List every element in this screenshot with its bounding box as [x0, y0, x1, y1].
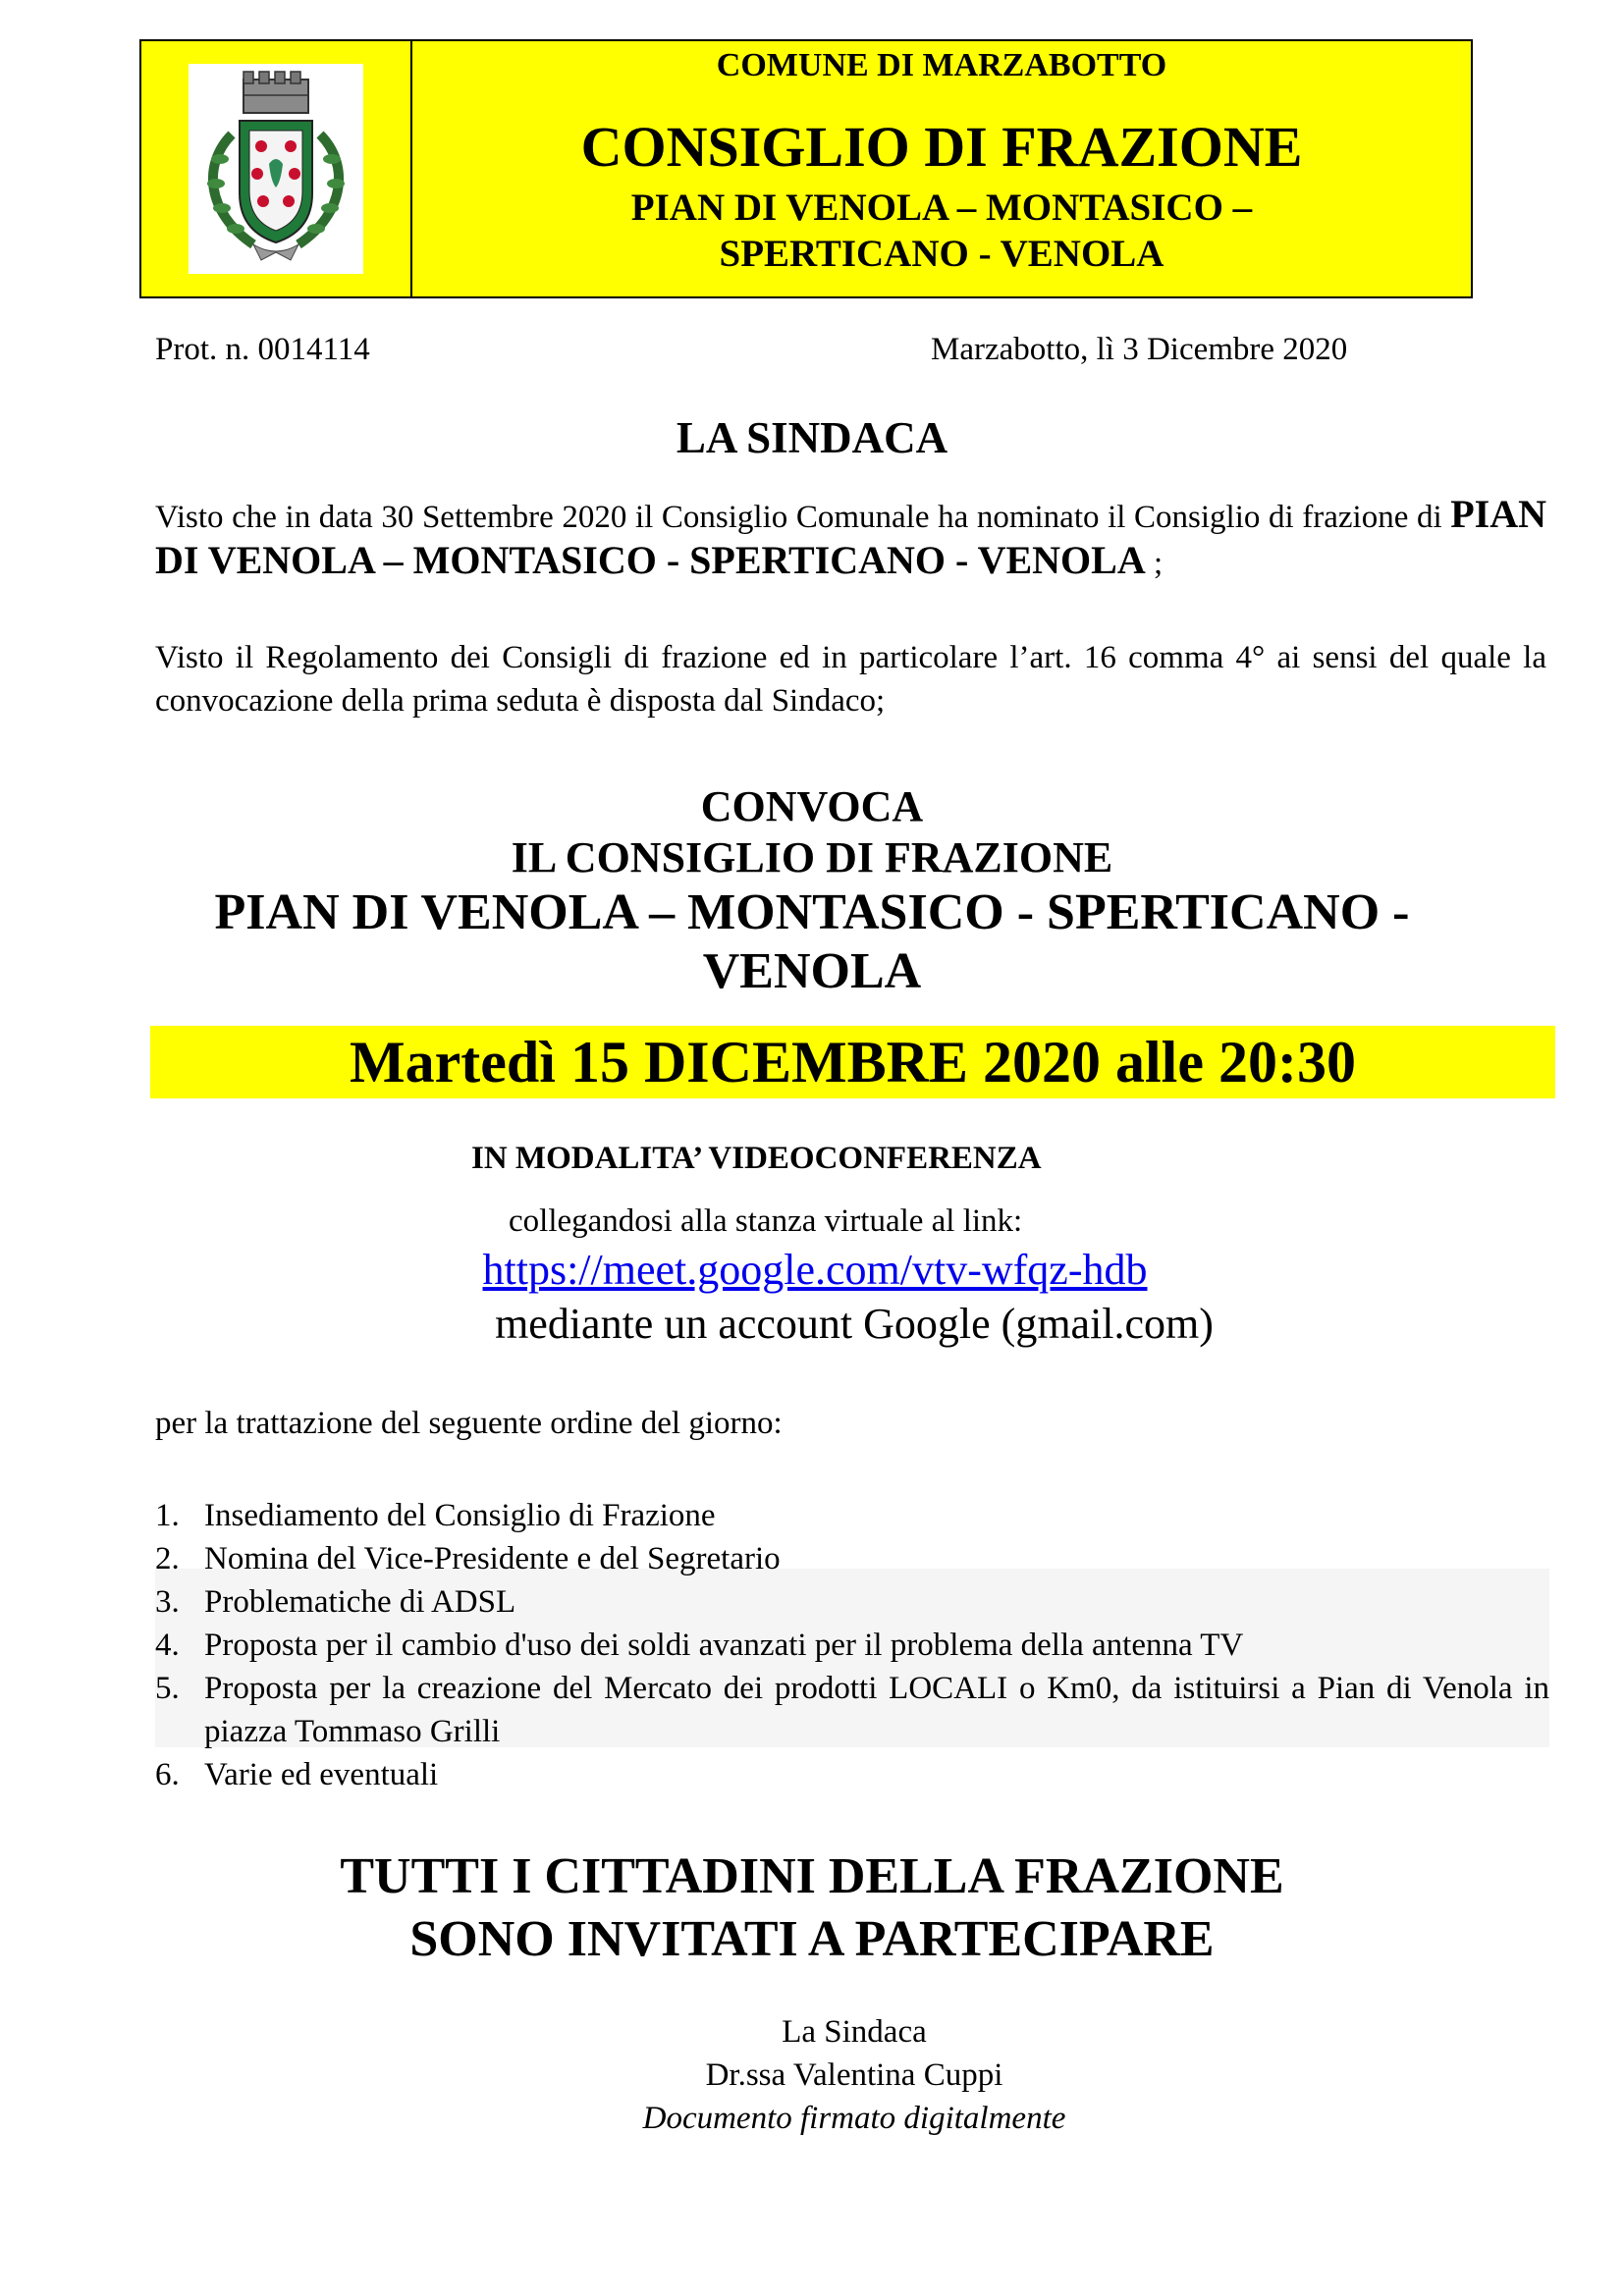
- signature-note: Documento firmato digitalmente: [642, 2101, 1066, 2136]
- header-places: [412, 185, 1471, 277]
- videoconference-instruction: collegandosi alla stanza virtuale al link:: [509, 1203, 1023, 1239]
- agenda-item-number: 4.: [155, 1628, 180, 1663]
- agenda-item-number: 5.: [155, 1671, 180, 1706]
- invitation: [0, 1845, 1624, 1971]
- header-places-line2: SPERTICANO - VENOLA: [719, 233, 1164, 275]
- convoca-places-line1: PIAN DI VENOLA – MONTASICO - SPERTICANO -: [214, 884, 1410, 940]
- agenda-item-text: Proposta per la creazione del Mercato dei prodotti LOCALI o Km0, da istituirsi a Pian di Venola in piazza Tommaso Grilli: [204, 1671, 1549, 1749]
- agenda-item: [155, 1667, 1549, 1753]
- comune-name: COMUNE DI MARZABOTTO: [716, 47, 1167, 83]
- agenda-item-text: Proposta per il cambio d'uso dei soldi avanzati per il problema della antenna TV: [204, 1628, 1244, 1663]
- agenda-list: [155, 1494, 1549, 1796]
- header-title-cell: [412, 41, 1471, 296]
- convoca-places-line2: VENOLA: [702, 943, 922, 999]
- agenda-item: [155, 1537, 1549, 1580]
- municipal-coat-of-arms-icon: [189, 64, 363, 274]
- agenda-item-number: 2.: [155, 1541, 180, 1576]
- signature-block: [0, 2010, 1624, 2140]
- meeting-date: Martedì 15 DICEMBRE 2020 alle 20:30: [150, 1026, 1555, 1098]
- header-title: CONSIGLIO DI FRAZIONE: [580, 115, 1303, 179]
- paragraph-nomination-end: ;: [1145, 546, 1164, 581]
- agenda-intro: per la trattazione del seguente ordine del giorno:: [155, 1406, 783, 1441]
- signature-name: Dr.ssa Valentina Cuppi: [705, 2057, 1003, 2093]
- paragraph-regulation: Visto il Regolamento dei Consigli di frazione ed in particolare l’art. 16 comma 4° ai sensi del quale la convocazione della prima seduta è disposta dal Sindaco;: [155, 640, 1546, 719]
- invitation-line1: TUTTI I CITTADINI DELLA FRAZIONE: [340, 1848, 1284, 1904]
- agenda-item-number: 3.: [155, 1584, 180, 1620]
- meeting-link[interactable]: https://meet.google.com/vtv-wfqz-hdb: [482, 1246, 1148, 1294]
- header-places-line1: PIAN DI VENOLA – MONTASICO –: [630, 187, 1253, 229]
- agenda-item-text: Varie ed eventuali: [204, 1757, 439, 1792]
- place-date: Marzabotto, lì 3 Dicembre 2020: [931, 332, 1348, 367]
- protocol-number: Prot. n. 0014114: [155, 332, 370, 367]
- agenda-item: [155, 1494, 1549, 1537]
- agenda-item-text: Insediamento del Consiglio di Frazione: [204, 1498, 716, 1533]
- agenda-item-text: Nomina del Vice-Presidente e del Segretario: [204, 1541, 781, 1576]
- agenda-item-number: 1.: [155, 1498, 180, 1533]
- document-header: [139, 39, 1473, 298]
- paragraph-nomination-places: PIAN DI VENOLA – MONTASICO - SPERTICANO - VENOLA: [155, 492, 1546, 582]
- section-heading: LA SINDACA: [676, 413, 948, 462]
- paragraph-nomination-text: Visto che in data 30 Settembre 2020 il Consiglio Comunale ha nominato il Consiglio di frazione di: [155, 500, 1451, 535]
- agenda-item-number: 6.: [155, 1757, 180, 1792]
- agenda-item-text: Problematiche di ADSL: [204, 1584, 516, 1620]
- agenda-item: [155, 1753, 1549, 1796]
- signature-role: La Sindaca: [782, 2014, 927, 2050]
- agenda-item: [155, 1624, 1549, 1667]
- convoca-verb: CONVOCA: [700, 782, 924, 830]
- logo-cell: [141, 41, 412, 296]
- convoca-body: IL CONSIGLIO DI FRAZIONE: [511, 833, 1113, 881]
- invitation-line2: SONO INVITATI A PARTECIPARE: [409, 1911, 1215, 1967]
- convoca-block: [0, 781, 1624, 1001]
- videoconference-mode: IN MODALITA’ VIDEOCONFERENZA: [471, 1141, 1042, 1176]
- account-requirement: mediante un account Google (gmail.com): [495, 1300, 1214, 1348]
- paragraph-nomination: [155, 493, 1546, 585]
- agenda-item: [155, 1580, 1549, 1624]
